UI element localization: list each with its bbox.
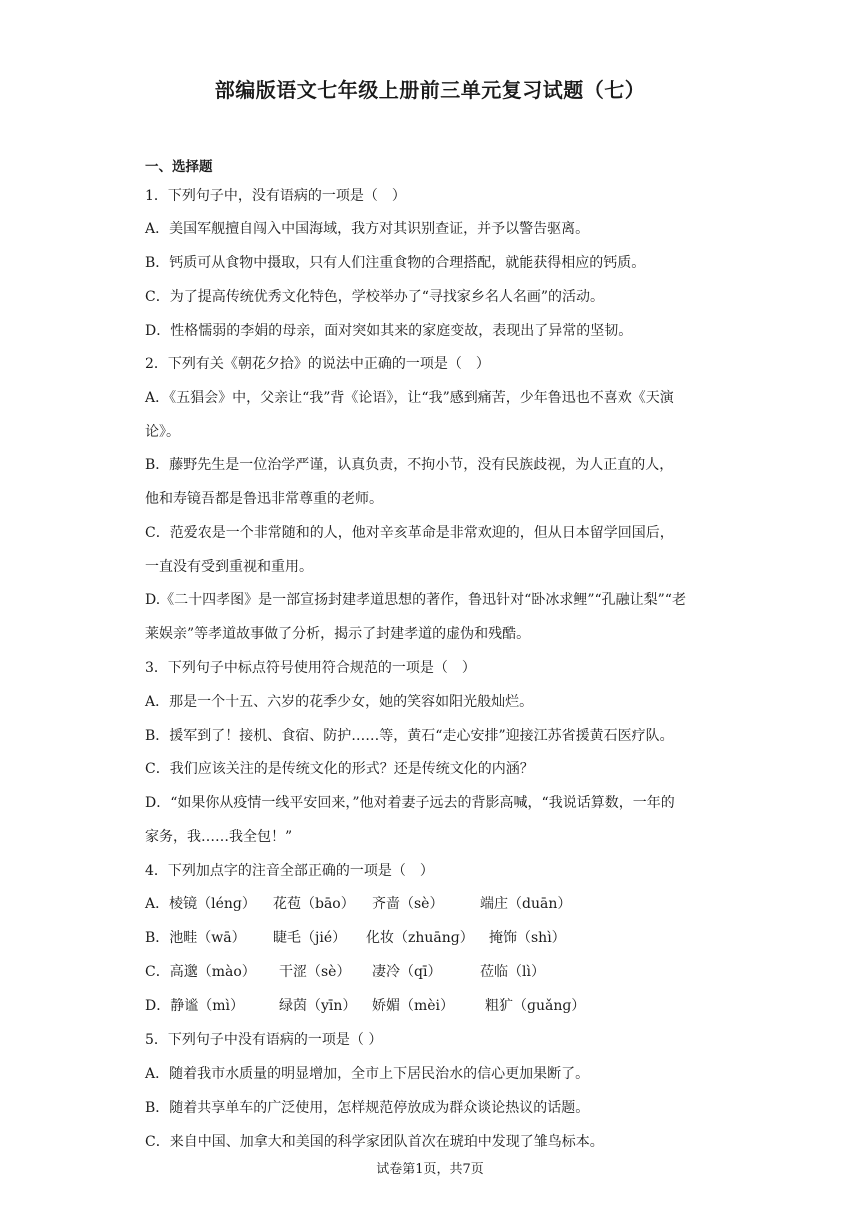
question-2-stem: 2．下列有关《朝花夕拾》的说法中正确的一项是（ ） [145, 356, 490, 372]
option-cell: 绿茵（yīn） [279, 998, 357, 1014]
question-2-option-b-line1: B．藤野先生是一位治学严谨，认真负责，不拘小节，没有民族歧视，为人正直的人， [145, 457, 674, 473]
option-cell: D．静谧（mì） [145, 998, 244, 1014]
option-cell: 睫毛（jié） [273, 930, 347, 946]
question-3-option-d-line2: 家务，我……我全包！” [145, 829, 293, 845]
question-2-option-b-line2: 他和寿镜吾都是鲁迅非常尊重的老师。 [145, 491, 383, 507]
question-2-option-d-line1: D.《二十四孝图》是一部宣扬封建孝道思想的著作，鲁迅针对“卧冰求鲤”“孔融让梨”“老 [145, 592, 686, 608]
question-1-option-b: B．钙质可从食物中摄取，只有人们注重食物的合理搭配，就能获得相应的钙质。 [145, 255, 646, 271]
question-2-option-c-line1: C．范爱农是一个非常随和的人，他对辛亥革命是非常欢迎的，但从日本留学回国后， [145, 525, 674, 541]
option-cell: 干涩（sè） [279, 964, 351, 980]
question-3-option-a: A．那是一个十五、六岁的花季少女，她的笑容如阳光般灿烂。 [145, 694, 534, 710]
option-cell: 齐啬（sè） [372, 896, 444, 912]
question-5-option-a: A．随着我市水质量的明显增加，全市上下居民治水的信心更加果断了。 [145, 1066, 590, 1082]
question-4-stem: 4．下列加点字的注音全部正确的一项是（ ） [145, 863, 434, 879]
question-5-option-c: C．来自中国、加拿大和美国的科学家团队首次在琥珀中发现了雏鸟标本。 [145, 1134, 604, 1150]
option-cell: 娇媚（mèi） [372, 998, 455, 1014]
option-cell: 莅临（lì） [480, 964, 545, 980]
option-cell: B．池畦（wā） [145, 930, 246, 946]
page-title: 部编版语文七年级上册前三单元复习试题（七） [214, 78, 646, 102]
question-5-stem: 5．下列句子中没有语病的一项是（ ） [145, 1032, 383, 1048]
option-cell: A．棱镜（lénɡ） [145, 896, 256, 912]
question-3-option-b: B．援军到了！接机、食宿、防护……等，黄石“走心安排”迎接江苏省援黄石医疗队。 [145, 728, 674, 744]
question-2-option-a-line2: 论》。 [145, 424, 180, 440]
section-heading: 一、选择题 [145, 159, 213, 175]
question-1-option-a: A．美国军舰擅自闯入中国海域，我方对其识别查证，并予以警告驱离。 [145, 221, 590, 237]
question-5-option-b: B．随着共享单车的广泛使用，怎样规范停放成为群众谈论热议的话题。 [145, 1100, 590, 1116]
option-cell: 掩饰（shì） [489, 930, 566, 946]
option-cell: 端庄（duān） [480, 896, 572, 912]
option-cell: 花苞（bāo） [273, 896, 355, 912]
question-1-stem: 1．下列句子中，没有语病的一项是（ ） [145, 188, 406, 204]
question-1-option-c: C．为了提高传统优秀文化特色，学校举办了“寻找家乡名人名画”的活动。 [145, 289, 605, 305]
option-cell: 凄冷（qī） [372, 964, 442, 980]
question-3-option-d-line1: D．“如果你从疫情一线平安回来，”他对着妻子远去的背影高喊，“我说话算数，一年的 [145, 795, 675, 811]
option-cell: 化妆（zhuānɡ） [366, 930, 474, 946]
page-footer: 试卷第1页，共7页 [376, 1162, 484, 1177]
option-cell: 粗犷（ɡuǎnɡ） [485, 998, 586, 1014]
question-3-option-c: C．我们应该关注的是传统文化的形式？还是传统文化的内涵？ [145, 761, 534, 777]
question-2-option-c-line2: 一直没有受到重视和重用。 [145, 559, 313, 575]
question-2-option-a-line1: A．《五猖会》中，父亲让“我”背《论语》，让“我”感到痛苦，少年鲁迅也不喜欢《天演 [145, 390, 674, 406]
question-1-option-d: D．性格懦弱的李娟的母亲，面对突如其来的家庭变故，表现出了异常的坚韧。 [145, 323, 633, 339]
question-3-stem: 3．下列句子中标点符号使用符合规范的一项是（ ） [145, 660, 476, 676]
question-2-option-d-line2: 莱娱亲”等孝道故事做了分析，揭示了封建孝道的虚伪和残酷。 [145, 626, 531, 642]
option-cell: C．高邈（mào） [145, 964, 256, 980]
